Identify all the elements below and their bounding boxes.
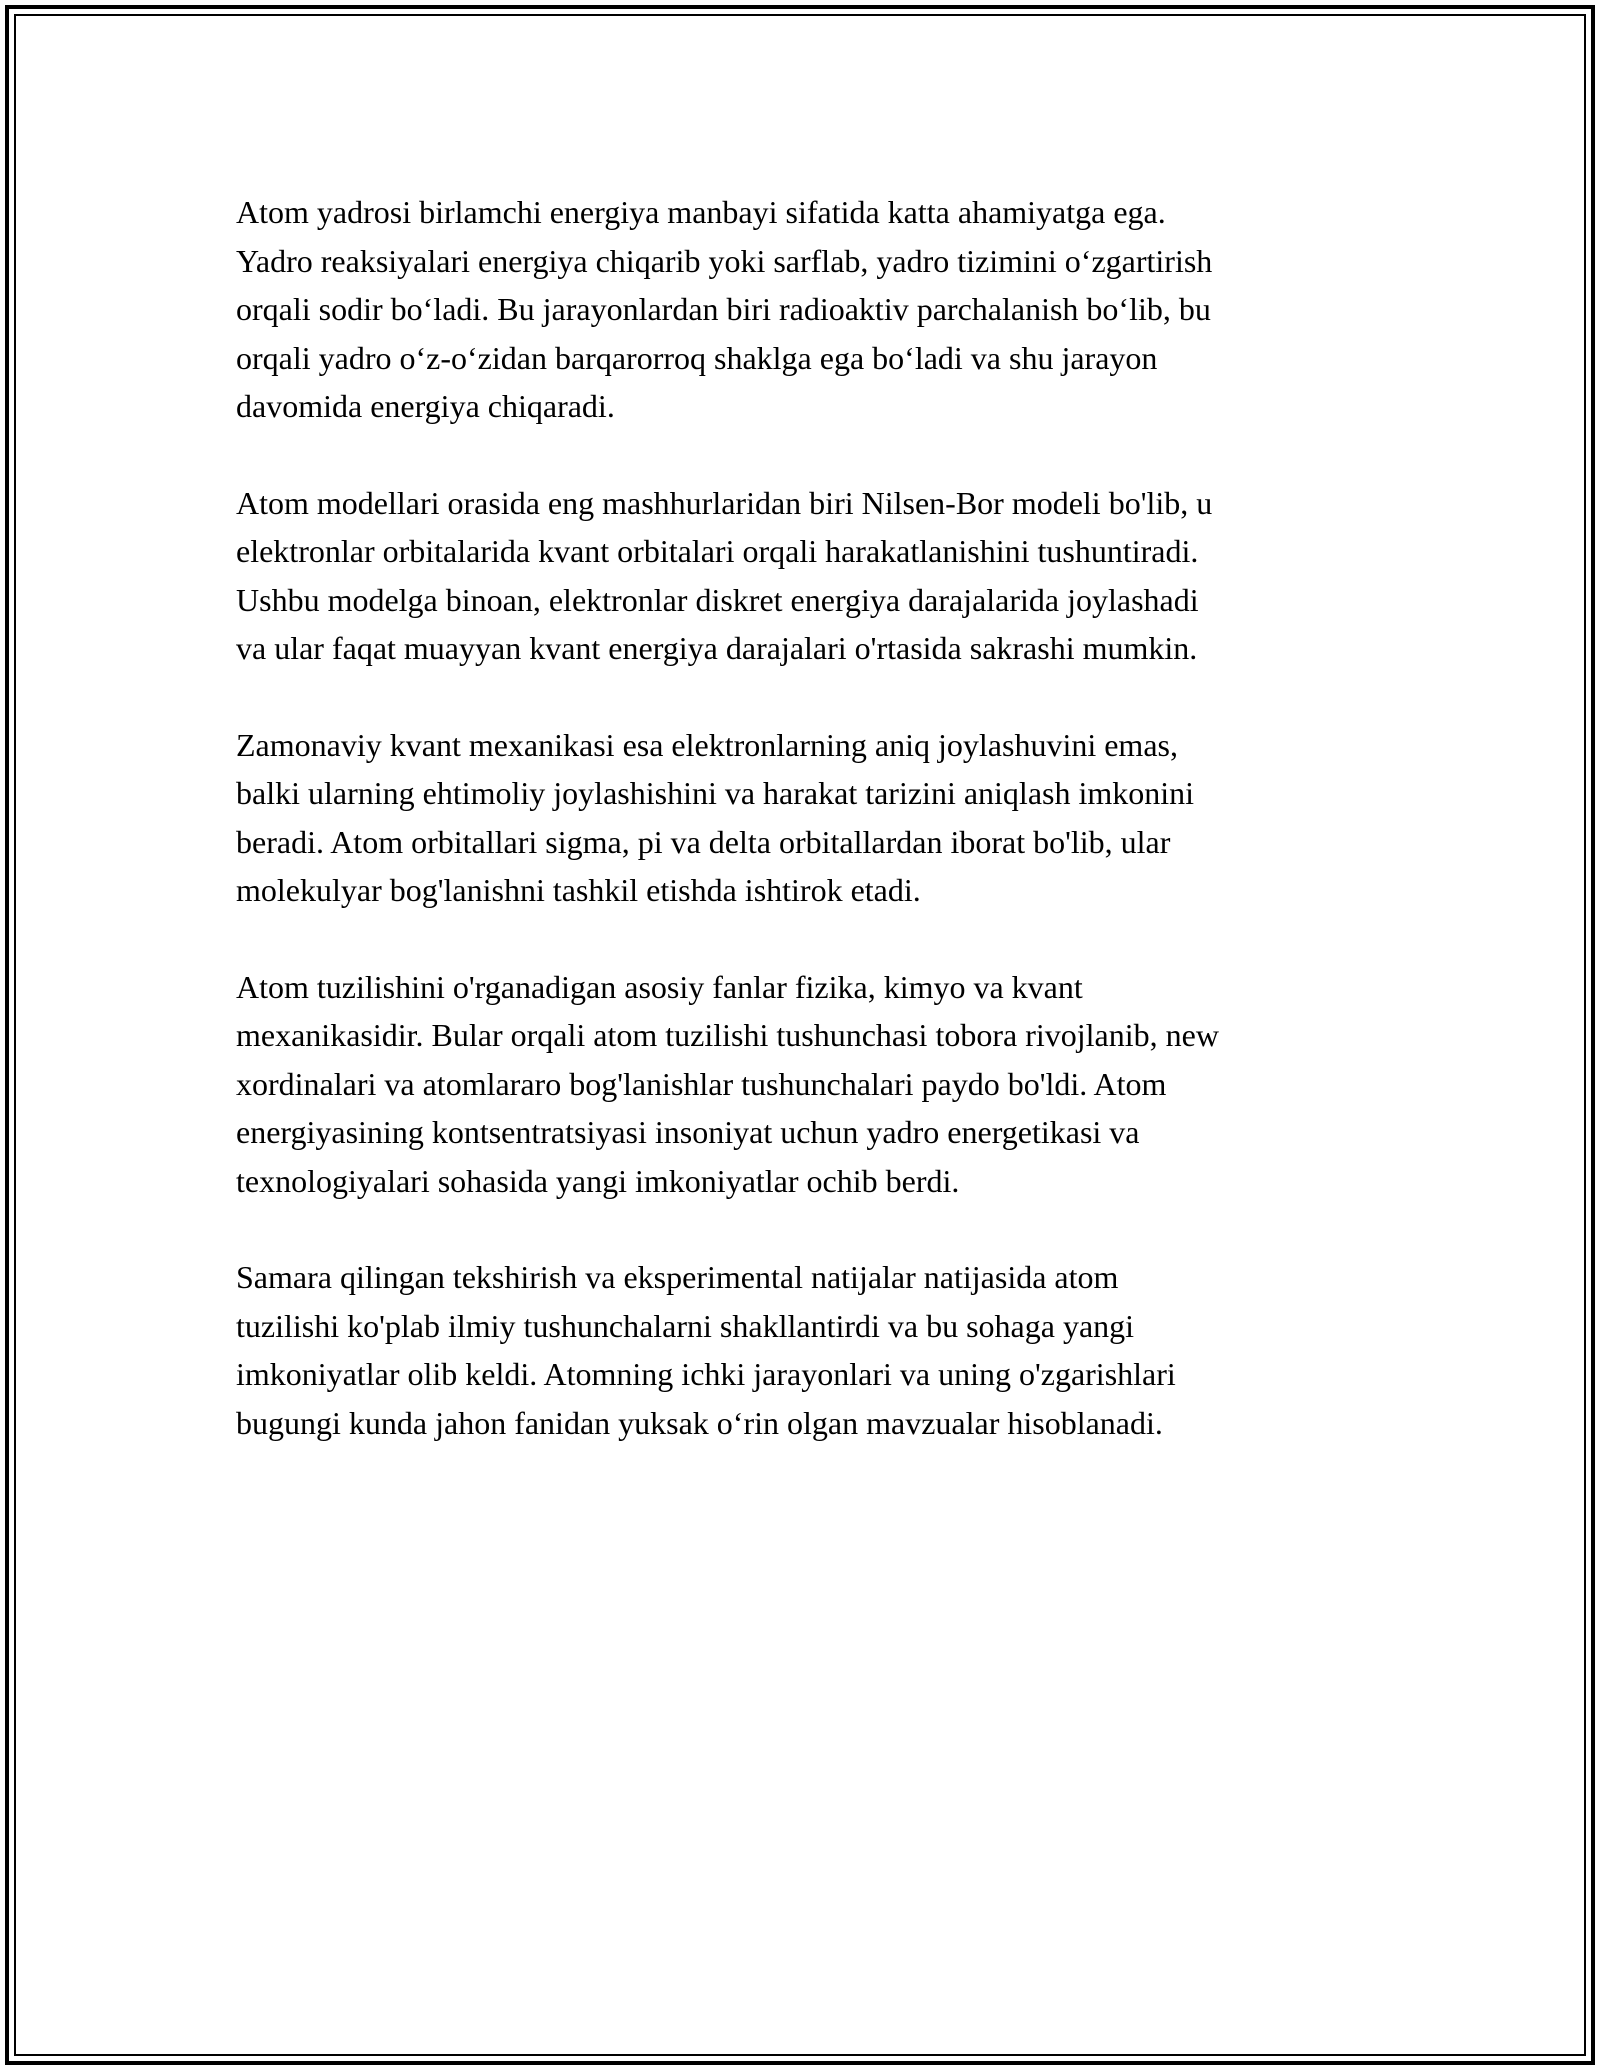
paragraph-atomic-sciences: Atom tuzilishini o'rganadigan asosiy fanlar fizika, kimyo va kvant mexanikasidir. Bular orqali atom tuzilishi tushunchasi tobora rivojlanib, new xordinalari va atomlararo bog'lanishlar tushunchalari paydo bo'ldi. Atom energiyasining kontsentratsiyasi insoniyat uchun yadro energetikasi va texnologiyalari sohasida yangi imkoniyatlar ochib berdi. — [236, 968, 1219, 1199]
paragraph-atom-models: Atom modellari orasida eng mashhurlaridan biri Nilsen-Bor modeli bo'lib, u elektronlar orbitalarida kvant orbitalari orqali harakatlanishini tushuntiradi. Ushbu modelga binoan, elektronlar diskret energiya darajalarida joylashadi va ular faqat muayyan kvant energiya darajalari o'rtasida sakrashi mumkin. — [236, 484, 1213, 666]
paragraph-experimental-results: Samara qilingan tekshirish va eksperimental natijalar natijasida atom tuzilishi ko'plab ilmiy tushunchalarni shakllantirdi va bu sohaga yangi imkoniyatlar olib keldi. Atomning ichki jarayonlari va uning o'zgarishlari bugungi kunda jahon fanidan yuksak o‘rin olgan mavzualar hisoblanadi. — [236, 1259, 1176, 1441]
paragraph-quantum-mechanics: Zamonaviy kvant mexanikasi esa elektronlarning aniq joylashuvini emas, balki ularning ehtimoliy joylashishini va harakat tarizini aniqlash imkonini beradi. Atom orbitallari sigma, pi va delta orbitallardan iborat bo'lib, ular molekulyar bog'lanishni tashkil etishda ishtirok etadi. — [236, 726, 1195, 908]
document-body — [236, 188, 1376, 1495]
paragraph-atom-nucleus: Atom yadrosi birlamchi energiya manbayi sifatida katta ahamiyatga ega. Yadro reaksiyalari energiya chiqarib yoki sarflab, yadro tizimini o‘zgartirish orqali sodir bo‘ladi. Bu jarayonlardan biri radioaktiv parchalanish bo‘lib, bu orqali yadro o‘z-o‘zidan barqarorroq shaklga ega bo‘ladi va shu jarayon davomida energiya chiqaradi. — [236, 194, 1213, 424]
